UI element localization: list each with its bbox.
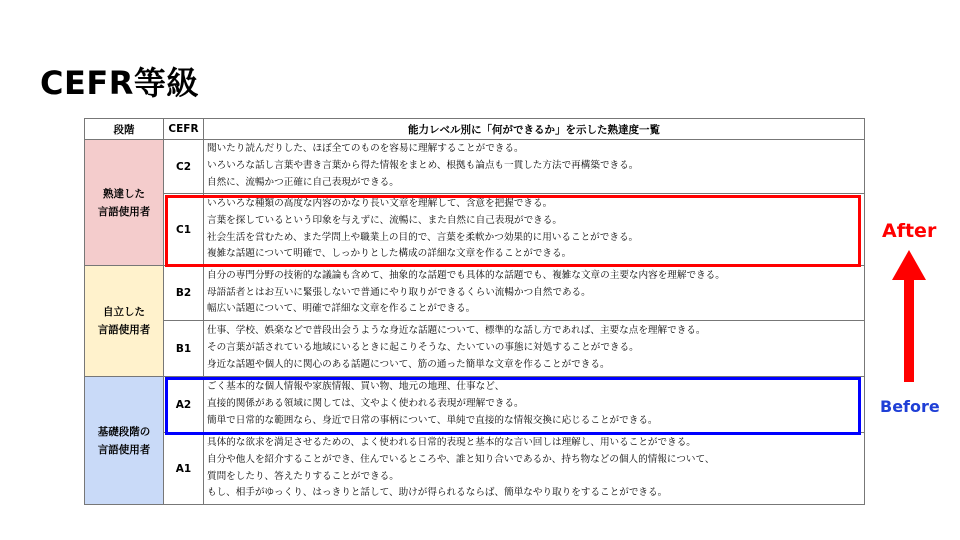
level-description-a1: 具体的な欲求を満足させるための、よく使われる日常的表現と基本的な言い回しは理解し、用いることができる。 自分や他人を紹介することができ、住んでいるところや、誰と知り合いであるか、持ち物などの個人的情報について、 質問をしたり、答えたりすることができる。 もし、相手がゆっくり、はっきりと話して、助けが得られるならば、簡単なやり取りをすることができる。 (204, 433, 865, 505)
group-proficient: 熟達した 言語使用者 (85, 140, 164, 266)
group-basic: 基礎段階の 言語使用者 (85, 377, 164, 505)
table-row (85, 321, 865, 377)
up-arrow-icon (890, 250, 928, 386)
table-header-row (85, 119, 865, 140)
level-code-c1: C1 (164, 194, 204, 266)
level-description-a2: ごく基本的な個人情報や家族情報、買い物、地元の地理、仕事など、 直接的関係がある領域に関しては、文やよく使われる表現が理解できる。 簡単で日常的な範囲なら、身近で日常の事柄について、単純で直接的な情報交換に応じることができる。 (204, 377, 865, 433)
level-description-b2: 自分の専門分野の技術的な議論も含めて、抽象的な話題でも具体的な話題でも、複雑な文章の主要な内容を理解できる。 母語話者とはお互いに緊張しないで普通にやり取りができるくらい流暢かつ自然である。 幅広い話題について、明確で詳細な文章を作ることができる。 (204, 266, 865, 321)
level-code-c2: C2 (164, 140, 204, 194)
level-code-b1: B1 (164, 321, 204, 377)
level-description-c1: いろいろな種類の高度な内容のかなり長い文章を理解して、含意を把握できる。 言葉を探しているという印象を与えずに、流暢に、また自然に自己表現ができる。 社会生活を営むため、また学問上や職業上の目的で、言葉を柔軟かつ効果的に用いることができる。 複雑な話題について明確で、しっかりとした構成の詳細な文章を作ることができる。 (204, 194, 865, 266)
after-label: After (882, 220, 937, 242)
before-highlight-box (165, 377, 861, 435)
table-row (85, 140, 865, 194)
group-independent: 自立した 言語使用者 (85, 266, 164, 377)
before-label: Before (880, 397, 940, 416)
header-stage: 段階 (85, 119, 164, 140)
level-code-b2: B2 (164, 266, 204, 321)
up-arrow-shape (892, 250, 926, 382)
header-description: 能力レベル別に「何ができるか」を示した熟達度一覧 (204, 119, 865, 140)
after-highlight-box (165, 195, 861, 267)
table-row (85, 433, 865, 505)
level-description-b1: 仕事、学校、娯楽などで普段出会うような身近な話題について、標準的な話し方であれば、主要な点を理解できる。 その言葉が話されている地域にいるときに起こりそうな、たいていの事態に対処することができる。 身近な話題や個人的に関心のある話題について、筋の通った簡単な文章を作ることができる。 (204, 321, 865, 377)
cefr-table (84, 118, 865, 505)
page-title: CEFR等級 (40, 64, 199, 102)
level-code-a1: A1 (164, 433, 204, 505)
level-code-a2: A2 (164, 377, 204, 433)
level-description-c2: 聞いたり読んだりした、ほぼ全てのものを容易に理解することができる。 いろいろな話し言葉や書き言葉から得た情報をまとめ、根拠も論点も一貫した方法で再構築できる。 自然に、流暢かつ正確に自己表現ができる。 (204, 140, 865, 194)
header-cefr: CEFR (164, 119, 204, 140)
table-row (85, 266, 865, 321)
